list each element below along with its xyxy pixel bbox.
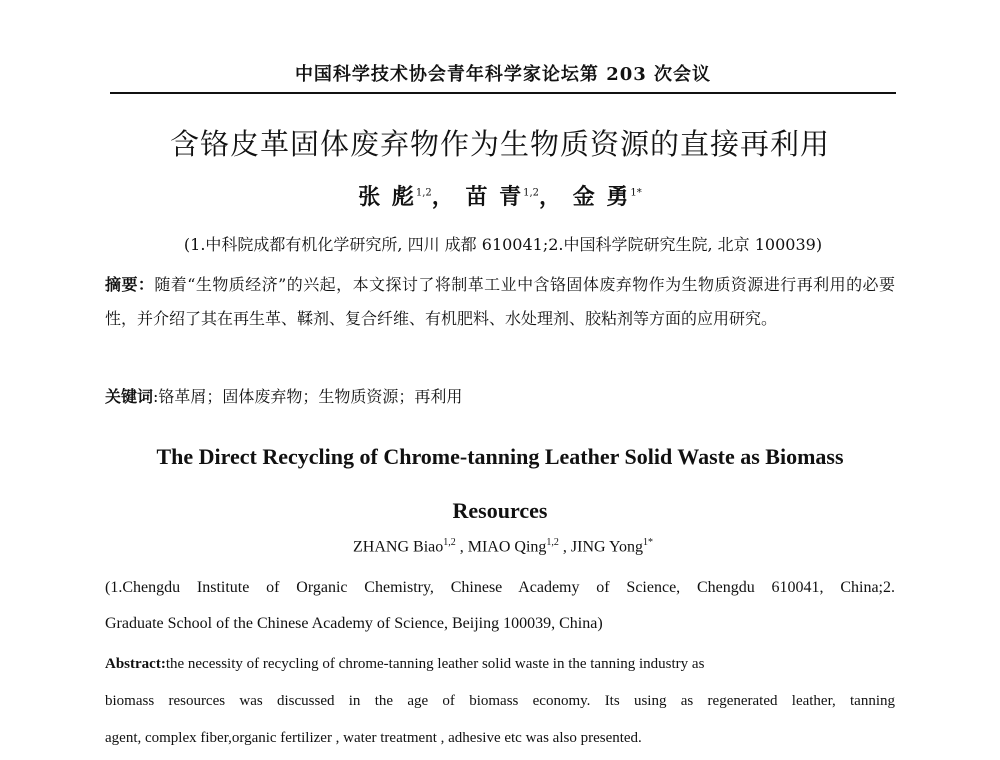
keywords-label-chinese: 关键词 [105, 387, 154, 406]
author-2-name-en: MIAO Qing [467, 538, 547, 556]
author-3-affiliation: 1* [630, 187, 642, 199]
abstract-english-line-2: biomass resources was discussed in the age of biomass economy. Its using as regenerated leather, tanning [105, 693, 895, 709]
abstract-english-line-3: agent, complex fiber,organic fertilizer , water treatment , adhesive etc was also presented. [105, 730, 642, 746]
keywords-chinese [105, 384, 895, 407]
author-2-affiliation: 1,2 [523, 187, 540, 199]
author-separator-en: , [455, 538, 468, 556]
abstract-english-line-1 [105, 646, 895, 683]
affiliation-english [105, 570, 895, 642]
authors-chinese [60, 180, 940, 211]
affiliation-english-line-1: (1.Chengdu Institute of Organic Chemistry, Chinese Academy of Science, Chengdu 610041, China;2. [105, 579, 895, 596]
author-separator-en: , [558, 538, 571, 556]
title-chinese: 含铬皮革固体废弃物作为生物质资源的直接再利用 [169, 127, 830, 161]
abstract-text-chinese: 随着“生物质经济”的兴起，本文探讨了将制革工业中含铬固体废弃物作为生物质资源进行再利用的必要性，并介绍了其在再生革、鞣剂、复合纤维、有机肥料、水处理剂、胶粘剂等方面的应用研究。 [105, 275, 895, 328]
author-separator: ， [431, 184, 456, 210]
title-english-line-1: The Direct Recycling of Chrome-tanning Leather Solid Waste as Biomass [156, 444, 844, 469]
affiliation-chinese: (1.中科院成都有机化学研究所, 四川 成都 610041;2.中国科学院研究生院, 北京 100039) [183, 235, 823, 254]
keywords-text-chinese: :铬革屑；固体废弃物；生物质资源；再利用 [153, 387, 463, 406]
author-2-affiliation-en: 1,2 [546, 537, 559, 548]
header-rule [110, 92, 896, 94]
author-3-name: 金 勇 [572, 184, 631, 210]
author-1-name-en: ZHANG Biao [353, 538, 444, 556]
author-2-name: 苗 青 [465, 184, 524, 210]
abstract-label-chinese: 摘要： [105, 275, 155, 294]
author-1-name: 张 彪 [358, 184, 416, 210]
abstract-english-line-1-text: the necessity of recycling of chrome-tanning leather solid waste in the tanning industry as [165, 656, 705, 672]
author-3-name-en: JING Yong [570, 538, 643, 556]
author-separator: ， [539, 184, 564, 210]
author-3-affiliation-en: 1* [642, 537, 653, 548]
title-english [90, 430, 910, 538]
abstract-english [105, 646, 895, 757]
running-header: 中国科学技术协会青年科学家论坛第 203 次会议 [294, 64, 712, 85]
title-english-line-2: Resources [452, 498, 548, 523]
abstract-label-english: Abstract: [105, 656, 166, 672]
author-1-affiliation: 1,2 [415, 187, 432, 199]
author-1-affiliation-en: 1,2 [443, 537, 456, 548]
abstract-chinese [105, 268, 895, 336]
authors-english [110, 537, 896, 556]
affiliation-english-line-2: Graduate School of the Chinese Academy of Science, Beijing 100039, China) [105, 615, 603, 632]
